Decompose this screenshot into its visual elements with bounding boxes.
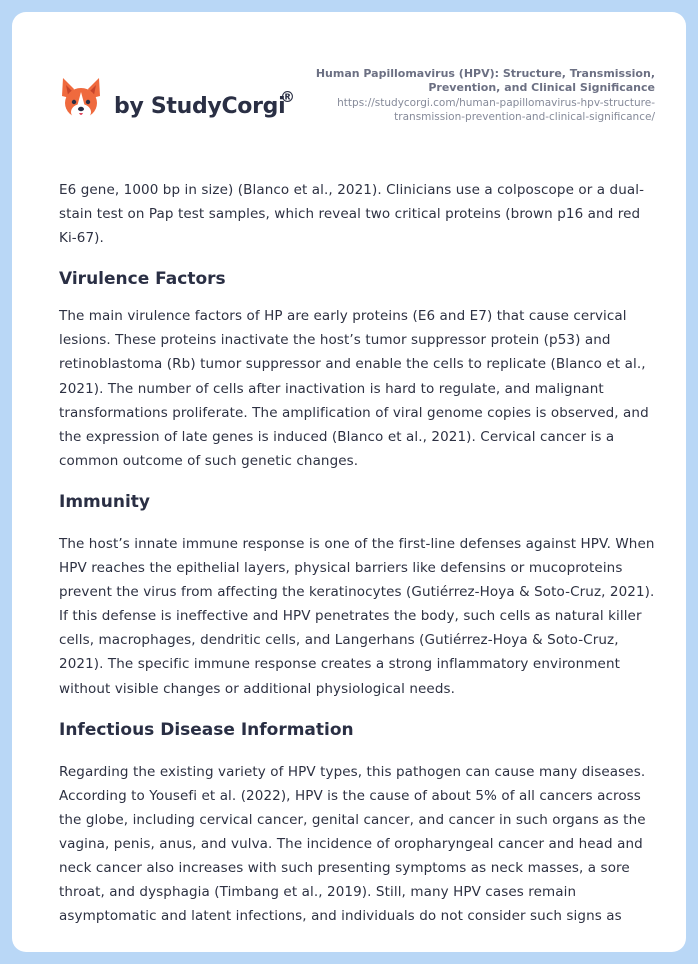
heading-immunity: Immunity <box>59 491 150 512</box>
heading-virulence-factors: Virulence Factors <box>59 269 226 290</box>
paragraph-immunity: The host’s innate immune response is one of the first-line defenses against HPV. When HPV reaches the epithelial layers, physical barriers like defensins or mucoproteins prevent the virus from affecting the keratinocytes (Gutiérrez-Hoya & Soto-Cruz, 2021). If this defense is ineffective and HPV penetrates the body, such cells as natural killer cells, macrophages, dendritic cells, and Langerhans (Gutiérrez-Hoya & Soto-Cruz, 2021). The specific immune response creates a strong inflammatory environment without visible changes or additional physiological needs. <box>59 535 655 697</box>
paragraph-infectious-disease: Regarding the existing variety of HPV types, this pathogen can cause many diseases. According to Yousefi et al. (2022), HPV is the cause of about 5% of all cancers across the globe, including cervical cancer, genital cancer, and cancer in such organs as the vagina, penis, anus, and vulva. The incidence of oropharyngeal cancer and head and neck cancer also increases with such presenting symptoms as neck masses, a sore throat, and dysphagia (Timbang et al., 2019). Still, many HPV cases remain asymptomatic and latent infections, and individuals do not consider such signs as <box>59 763 646 925</box>
studycorgi-logo[interactable] <box>60 76 310 140</box>
page-header <box>12 12 686 152</box>
corgi-icon <box>60 76 102 122</box>
document-url[interactable]: https://studycorgi.com/human-papillomavirus-hpv-structure-transmission-prevention-and-clinical-significance/ <box>337 97 655 123</box>
registered-mark: ® <box>280 88 295 106</box>
document-page <box>12 12 686 952</box>
intro-paragraph: E6 gene, 1000 bp in size) (Blanco et al., 2021). Clinicians use a colposcope or a dual-stain test on Pap test samples, which reveal two critical proteins (brown p16 and red Ki-67). <box>59 182 645 247</box>
paragraph-virulence-factors: The main virulence factors of HP are early proteins (E6 and E7) that cause cervical lesions. These proteins inactivate the host’s tumor suppressor protein (p53) and retinoblastoma (Rb) tumor suppressor and enable the cells to replicate (Blanco et al., 2021). The number of cells after inactivation is hard to regulate, and malignant transformations proliferate. The amplification of viral genome copies is observed, and the expression of late genes is induced (Blanco et al., 2021). Cervical cancer is a common outcome of such genetic changes. <box>59 308 649 469</box>
heading-infectious-disease: Infectious Disease Information <box>59 719 354 740</box>
article-body <box>59 178 661 928</box>
document-title: Human Papillomavirus (HPV): Structure, Transmission, Prevention, and Clinical Significance <box>315 67 655 94</box>
brand-name: by StudyCorgi <box>114 94 286 119</box>
